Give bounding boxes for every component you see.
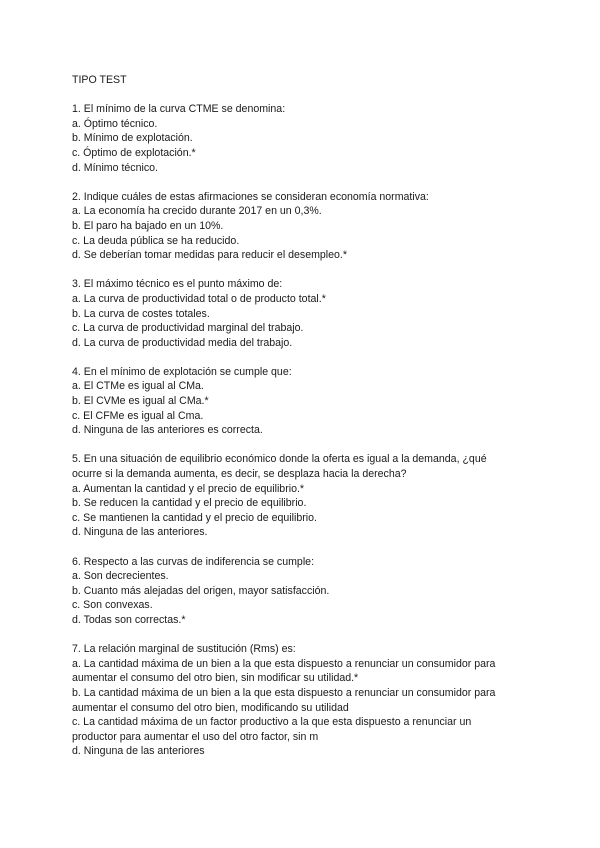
answer-line: a. Aumentan la cantidad y el precio de equilibrio.* xyxy=(72,482,305,495)
question-block xyxy=(72,277,552,350)
answer-line: d. La curva de productividad media del trabajo. xyxy=(72,336,293,349)
document-title: TIPO TEST xyxy=(72,74,127,86)
answer-line: b. Mínimo de explotación. xyxy=(72,132,193,145)
answer-line: ocurre si la demanda aumenta, es decir, se desplaza hacia la derecha? xyxy=(72,468,407,481)
question-text: 4. En el mínimo de explotación se cumple que: xyxy=(72,365,292,378)
answer-line: c. El CFMe es igual al Cma. xyxy=(72,409,204,422)
answer-line: a. La curva de productividad total o de producto total.* xyxy=(72,292,326,305)
answer-line: a. La cantidad máxima de un bien a la que esta dispuesto a renunciar un consumidor para xyxy=(72,657,496,670)
question-text: 6. Respecto a las curvas de indiferencia se cumple: xyxy=(72,555,315,568)
answer-line: a. El CTMe es igual al CMa. xyxy=(72,380,204,393)
answer-line: c. Son convexas. xyxy=(72,599,153,612)
spacer xyxy=(72,263,552,278)
spacer xyxy=(72,88,552,103)
answer-line: b. La cantidad máxima de un bien a la que esta dispuesto a renunciar un consumidor para xyxy=(72,686,496,699)
question-block xyxy=(72,452,552,540)
answer-line: c. Óptimo de explotación.* xyxy=(72,146,196,159)
answer-line: b. Se reducen la cantidad y el precio de equilibrio. xyxy=(72,497,307,510)
answer-line: productor para aumentar el uso del otro factor, sin m xyxy=(72,730,319,743)
document-page xyxy=(72,73,552,759)
answer-line: a. Óptimo técnico. xyxy=(72,117,158,130)
question-text: 1. El mínimo de la curva CTME se denomina: xyxy=(72,103,286,116)
answer-line: c. La deuda pública se ha reducido. xyxy=(72,234,240,247)
question-list xyxy=(72,88,552,759)
answer-line: b. La curva de costes totales. xyxy=(72,307,210,320)
answer-line: d. Ninguna de las anteriores. xyxy=(72,526,208,539)
answer-line: b. El paro ha bajado en un 10%. xyxy=(72,219,224,232)
spacer xyxy=(72,175,552,190)
question-block xyxy=(72,190,552,263)
question-block xyxy=(72,555,552,628)
answer-line: d. Se deberían tomar medidas para reducir el desempleo.* xyxy=(72,249,348,262)
answer-line: c. La curva de productividad marginal del trabajo. xyxy=(72,322,304,335)
answer-line: d. Ninguna de las anteriores es correcta. xyxy=(72,424,263,437)
question-block xyxy=(72,102,552,175)
question-text: 5. En una situación de equilibrio económico donde la oferta es igual a la demanda, ¿qué xyxy=(72,453,487,466)
spacer xyxy=(72,540,552,555)
question-block xyxy=(72,642,552,759)
answer-line: aumentar el consumo del otro bien, modificando su utilidad xyxy=(72,701,349,714)
answer-line: c. Se mantienen la cantidad y el precio de equilibrio. xyxy=(72,511,317,524)
answer-line: d. Mínimo técnico. xyxy=(72,161,158,174)
answer-line: b. El CVMe es igual al CMa.* xyxy=(72,395,209,408)
answer-line: d. Todas son correctas.* xyxy=(72,613,186,626)
answer-line: b. Cuanto más alejadas del origen, mayor satisfacción. xyxy=(72,584,330,597)
answer-line: a. La economía ha crecido durante 2017 en un 0,3%. xyxy=(72,205,322,218)
question-text: 3. El máximo técnico es el punto máximo de: xyxy=(72,278,283,291)
answer-line: d. Ninguna de las anteriores xyxy=(72,745,205,758)
answer-line: aumentar el consumo del otro bien, sin modificar su utilidad.* xyxy=(72,672,359,685)
answer-line: a. Son decrecientes. xyxy=(72,570,169,583)
spacer xyxy=(72,350,552,365)
spacer xyxy=(72,438,552,453)
question-text: 2. Indique cuáles de estas afirmaciones se consideran economía normativa: xyxy=(72,190,429,203)
question-text: 7. La relación marginal de sustitución (Rms) es: xyxy=(72,643,296,656)
answer-line: c. La cantidad máxima de un factor productivo a la que esta dispuesto a renunciar un xyxy=(72,716,472,729)
question-block xyxy=(72,365,552,438)
spacer xyxy=(72,628,552,643)
